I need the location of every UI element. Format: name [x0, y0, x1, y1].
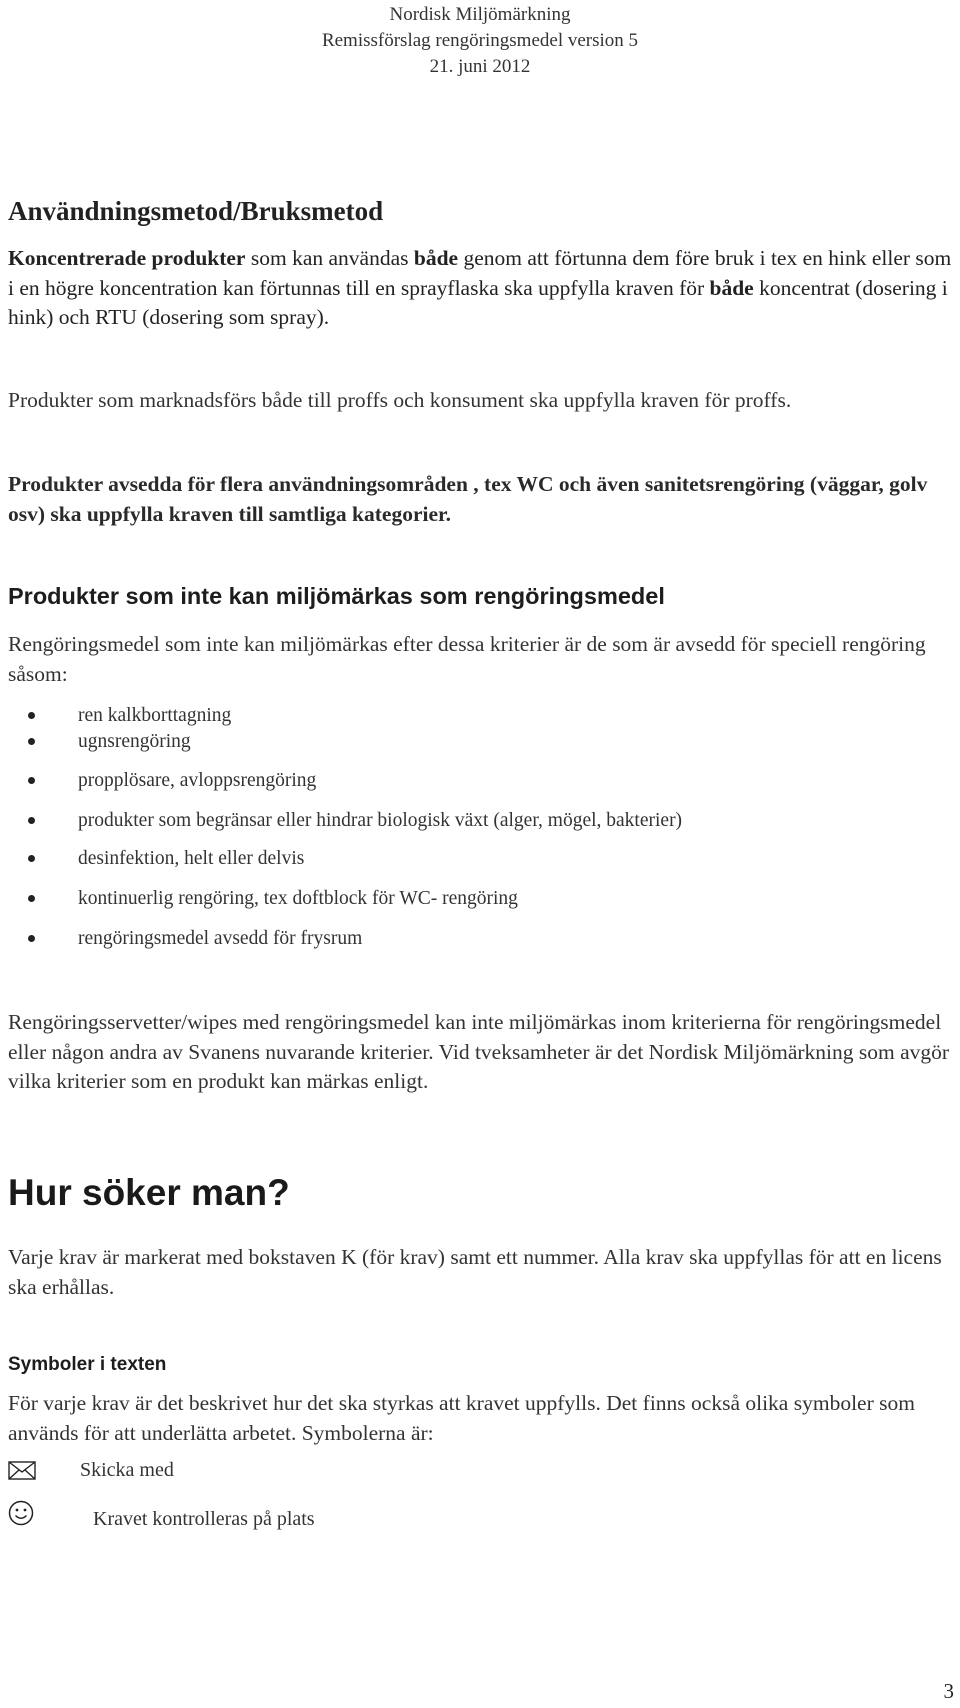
- text-part: som kan användas: [245, 246, 414, 270]
- symbol-label-send: Skicka med: [80, 1459, 174, 1481]
- symbol-label-onsite: Kravet kontrolleras på plats: [93, 1508, 315, 1530]
- paragraph-requirements: Varje krav är markerat med bokstaven K (för krav) samt ett nummer. Alla krav ska uppfyllas för att en licens ska erhållas.: [8, 1245, 942, 1299]
- section-title-usage: Användningsmetod/Bruksmetod: [8, 196, 384, 226]
- header-doc-title: Remissförslag rengöringsmedel version 5: [321, 30, 639, 51]
- paragraph-wipes: Rengöringsservetter/wipes med rengöringsmedel kan inte miljömärkas inom kriterierna för rengöringsmedel eller någon andra av Svanens nuvarande kriterier. Vid tveksamheter är det Nordisk Miljömärkning som avgör vilka kriterier som en produkt kan märkas enligt.: [8, 1010, 950, 1093]
- symbol-row-send: [8, 1455, 408, 1485]
- smiley-icon: [8, 1500, 38, 1526]
- page-number: 3: [943, 1679, 954, 1703]
- section-title-not-labelable: Produkter som inte kan miljömärkas som rengöringsmedel: [8, 583, 665, 609]
- paragraph-intro: Rengöringsmedel som inte kan miljömärkas efter dessa kriterier är de som är avsedd för speciell rengöring såsom:: [8, 632, 926, 686]
- bold-lead: Koncentrerade produkter: [8, 246, 246, 270]
- bullet-icon: [28, 738, 35, 745]
- envelope-icon: [8, 1457, 38, 1483]
- header-date: 21. juni 2012: [429, 56, 531, 77]
- text-part: koncentrat (dosering i hink) och RTU (dosering som spray).: [8, 275, 948, 329]
- paragraph-multiple-areas: Produkter avsedda för flera användningsområden , tex WC och även sanitetsrengöring (väggar, golv osv) ska uppfylla kraven till samtliga kategorier.: [8, 472, 928, 526]
- paragraph-symbols: För varje krav är det beskrivet hur det ska styrkas att kravet uppfylls. Det finns också olika symboler som används för att underlätta arbetet. Symbolerna är:: [8, 1391, 915, 1445]
- paragraph-proffs: Produkter som marknadsförs både till proffs och konsument ska uppfylla kraven för proffs.: [8, 388, 792, 412]
- symbol-row-onsite: [8, 1498, 508, 1528]
- bullet-icon: [28, 712, 35, 719]
- bold-both-1: både: [413, 246, 459, 270]
- section-title-how-to-apply: Hur söker man?: [8, 1172, 290, 1213]
- bullet-icon: [28, 817, 35, 824]
- paragraph-concentrated: [8, 244, 953, 333]
- bullet-icon: [28, 855, 35, 862]
- bullet-icon: [28, 777, 35, 784]
- header-org: Nordisk Miljömärkning: [389, 4, 571, 25]
- bold-both-2: både: [709, 275, 754, 300]
- bullet-icon: [28, 935, 35, 942]
- text-part: genom att förtunna dem före bruk i tex en hink eller som i en högre koncentration kan förtunnas till en sprayflaska ska uppfylla kraven för: [8, 246, 952, 300]
- bullet-icon: [28, 895, 35, 902]
- section-title-symbols: Symboler i texten: [8, 1354, 167, 1375]
